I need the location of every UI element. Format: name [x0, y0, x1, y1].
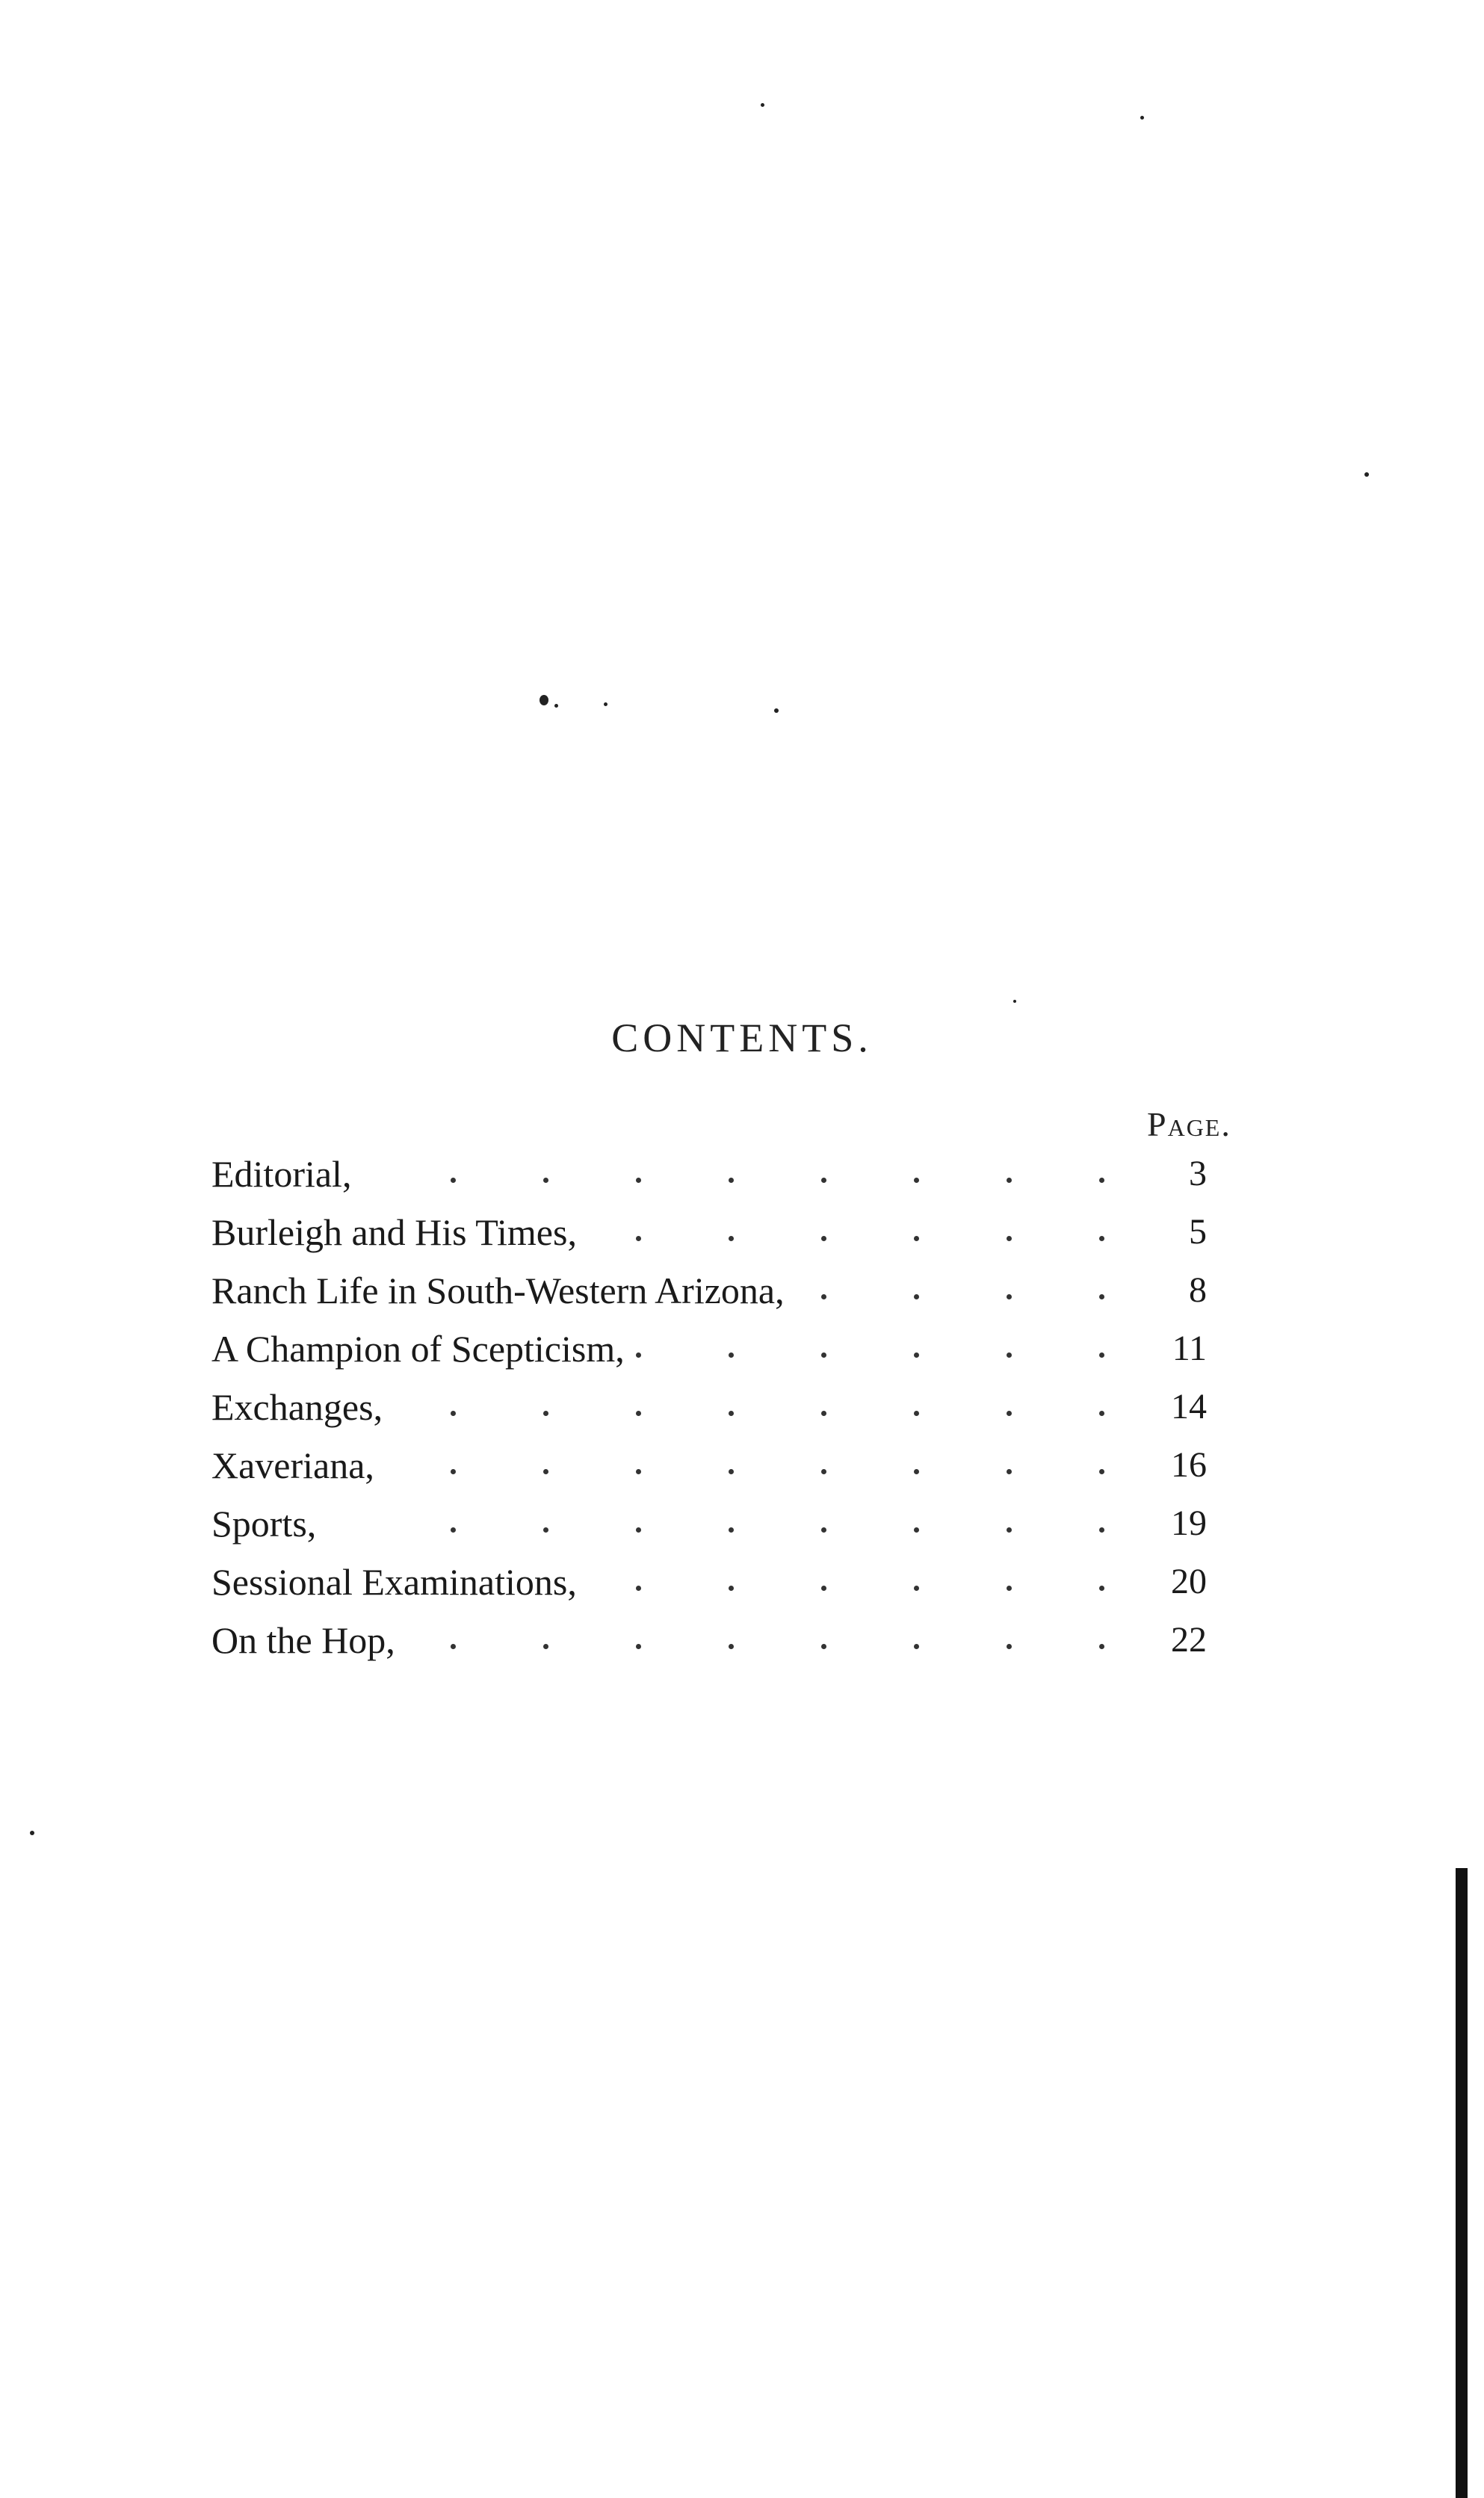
toc-entry-title: Burleigh and His Times,	[211, 1203, 587, 1261]
leader-dot	[543, 1527, 548, 1533]
toc-entry-title: Ranch Life in South-Western Arizona,	[211, 1261, 795, 1320]
toc-entry	[211, 1494, 1243, 1553]
leader-dot	[914, 1236, 919, 1241]
leader-dot	[1007, 1469, 1012, 1474]
toc-entry-page: 20	[1171, 1562, 1207, 1601]
toc-entry	[211, 1436, 1243, 1494]
leader-dot	[543, 1469, 548, 1474]
toc-entry-title: Xaveriana,	[211, 1436, 385, 1494]
leader-dot	[821, 1352, 826, 1358]
leader-dot	[1099, 1178, 1104, 1183]
leader-dot	[914, 1411, 919, 1416]
leader-dot	[914, 1527, 919, 1533]
leader-dot	[1099, 1236, 1104, 1241]
toc-entry-page: 3	[1189, 1154, 1207, 1193]
leader-dot	[636, 1469, 641, 1474]
leader-dot	[729, 1352, 734, 1358]
leader-dot	[1007, 1294, 1012, 1299]
leader-dot	[729, 1586, 734, 1591]
toc-entry-page: 5	[1189, 1212, 1207, 1252]
toc-entry-page: 8	[1189, 1270, 1207, 1310]
scan-speck	[540, 695, 548, 705]
toc-entry-title: Sports,	[211, 1494, 327, 1553]
leader-dot	[636, 1178, 641, 1183]
leader-dot	[636, 1644, 641, 1649]
leader-dot	[729, 1644, 734, 1649]
toc-entry	[211, 1203, 1243, 1261]
scan-speck	[604, 702, 607, 706]
leader-dot	[1007, 1527, 1012, 1533]
leader-dot	[451, 1178, 456, 1183]
leader-dot	[451, 1411, 456, 1416]
leader-dot	[821, 1469, 826, 1474]
leader-dot	[451, 1469, 456, 1474]
leader-dot	[636, 1236, 641, 1241]
contents-heading: CONTENTS.	[611, 1015, 873, 1060]
dot-leader	[211, 1494, 1108, 1553]
leader-dot	[543, 1644, 548, 1649]
leader-dot	[914, 1294, 919, 1299]
leader-dot	[543, 1178, 548, 1183]
leader-dot	[729, 1411, 734, 1416]
toc-entry	[211, 1378, 1243, 1436]
scan-speck	[1013, 1000, 1016, 1003]
toc-entry-page: 22	[1171, 1620, 1207, 1660]
leader-dot	[1099, 1586, 1104, 1591]
leader-dot	[1007, 1586, 1012, 1591]
leader-dot	[451, 1644, 456, 1649]
leader-dot	[1007, 1236, 1012, 1241]
toc-entry-page: 14	[1171, 1387, 1207, 1426]
leader-dot	[821, 1644, 826, 1649]
leader-dot	[636, 1352, 641, 1358]
scan-edge-line	[1456, 1868, 1468, 2498]
leader-dot	[1099, 1527, 1104, 1533]
leader-dot	[914, 1586, 919, 1591]
leader-dot	[821, 1527, 826, 1533]
leader-dot	[636, 1586, 641, 1591]
leader-dot	[543, 1411, 548, 1416]
leader-dot	[1099, 1294, 1104, 1299]
leader-dot	[914, 1352, 919, 1358]
page-column-label: Page.	[1147, 1105, 1231, 1143]
table-of-contents	[211, 1145, 1243, 1669]
toc-entry-title: Exchanges,	[211, 1378, 393, 1436]
toc-entry-page: 19	[1171, 1503, 1207, 1543]
toc-entry-title: Sessional Examinations,	[211, 1553, 587, 1611]
leader-dot	[636, 1527, 641, 1533]
toc-entry-title: On the Hop,	[211, 1611, 406, 1669]
scan-speck	[1140, 116, 1144, 120]
leader-dot	[914, 1469, 919, 1474]
leader-dot	[1007, 1178, 1012, 1183]
leader-dot	[821, 1236, 826, 1241]
toc-entry-page: 11	[1172, 1329, 1207, 1368]
leader-dot	[729, 1469, 734, 1474]
leader-dot	[1099, 1644, 1104, 1649]
leader-dot	[729, 1178, 734, 1183]
leader-dot	[1099, 1352, 1104, 1358]
toc-entry	[211, 1320, 1243, 1378]
leader-dot	[914, 1178, 919, 1183]
leader-dot	[1007, 1352, 1012, 1358]
scan-speck	[30, 1831, 34, 1835]
toc-entry-title: A Champion of Scepticism,	[211, 1320, 635, 1378]
leader-dot	[1099, 1469, 1104, 1474]
toc-entry	[211, 1261, 1243, 1320]
toc-entry	[211, 1611, 1243, 1669]
leader-dot	[451, 1527, 456, 1533]
scan-speck	[774, 708, 779, 713]
leader-dot	[729, 1236, 734, 1241]
leader-dot	[821, 1586, 826, 1591]
leader-dot	[636, 1411, 641, 1416]
scan-speck	[761, 103, 764, 107]
leader-dot	[914, 1644, 919, 1649]
toc-entry	[211, 1145, 1243, 1203]
toc-entry-title: Editorial,	[211, 1145, 362, 1203]
scan-speck	[1364, 472, 1369, 477]
leader-dot	[821, 1178, 826, 1183]
leader-dot	[1007, 1411, 1012, 1416]
toc-entry-page: 16	[1171, 1445, 1207, 1485]
leader-dot	[1099, 1411, 1104, 1416]
scan-speck	[554, 704, 558, 708]
toc-entry	[211, 1553, 1243, 1611]
leader-dot	[821, 1294, 826, 1299]
leader-dot	[729, 1527, 734, 1533]
leader-dot	[1007, 1644, 1012, 1649]
leader-dot	[821, 1411, 826, 1416]
